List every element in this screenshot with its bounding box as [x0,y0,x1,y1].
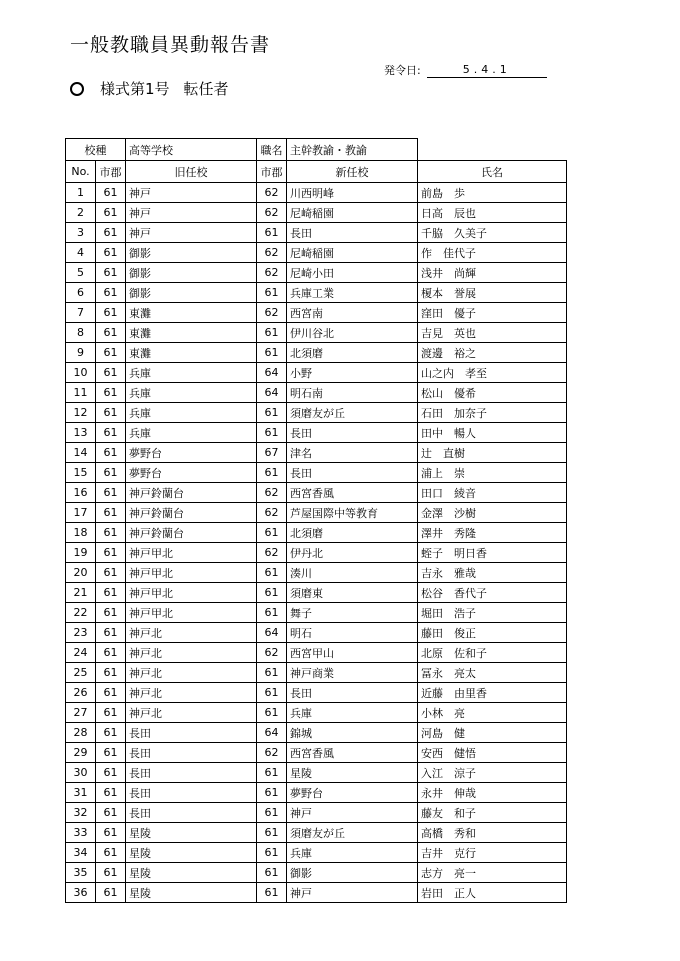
table-row [66,323,567,343]
table-row [66,863,567,883]
row-city-old: 61 [96,503,126,523]
row-no: 3 [66,223,96,243]
row-name: 藤友 和子 [418,803,567,823]
row-city-old: 61 [96,683,126,703]
row-new-school: 須磨友が丘 [287,403,418,423]
row-new-school: 兵庫 [287,703,418,723]
row-new-school: 明石南 [287,383,418,403]
row-city-new: 62 [257,243,287,263]
table-row [66,563,567,583]
row-new-school: 西宮香風 [287,743,418,763]
row-no: 32 [66,803,96,823]
row-no: 36 [66,883,96,903]
table-row [66,743,567,763]
row-new-school: 芦屋国際中等教育 [287,503,418,523]
row-name: 榎本 誉展 [418,283,567,303]
row-city-old: 61 [96,403,126,423]
row-city-old: 61 [96,423,126,443]
table-row [66,203,567,223]
row-old-school: 夢野台 [126,443,257,463]
row-no: 4 [66,243,96,263]
row-old-school: 神戸甲北 [126,563,257,583]
row-city-old: 61 [96,783,126,803]
table-row [66,663,567,683]
row-city-new: 61 [257,223,287,243]
row-name: 小林 亮 [418,703,567,723]
row-no: 18 [66,523,96,543]
row-no: 9 [66,343,96,363]
row-new-school: 神戸商業 [287,663,418,683]
row-city-new: 64 [257,723,287,743]
row-old-school: 兵庫 [126,423,257,443]
row-city-new: 61 [257,783,287,803]
row-city-old: 61 [96,863,126,883]
row-no: 12 [66,403,96,423]
row-name: 入江 涼子 [418,763,567,783]
row-name: 藤田 俊正 [418,623,567,643]
row-name: 日高 辰也 [418,203,567,223]
row-old-school: 東灘 [126,323,257,343]
row-old-school: 兵庫 [126,383,257,403]
row-city-new: 61 [257,703,287,723]
row-city-old: 61 [96,383,126,403]
row-old-school: 兵庫 [126,363,257,383]
row-no: 10 [66,363,96,383]
school-type-value: 高等学校 [126,139,257,161]
row-city-new: 61 [257,603,287,623]
col-no: No. [66,161,96,183]
row-new-school: 錦城 [287,723,418,743]
row-city-new: 61 [257,523,287,543]
row-city-new: 61 [257,323,287,343]
row-new-school: 西宮香風 [287,483,418,503]
row-old-school: 東灘 [126,303,257,323]
column-header-row [66,161,567,183]
row-old-school: 神戸北 [126,663,257,683]
position-label: 職名 [257,139,287,161]
row-city-new: 61 [257,663,287,683]
row-city-old: 61 [96,263,126,283]
table-row [66,703,567,723]
table-row [66,643,567,663]
row-city-new: 61 [257,803,287,823]
row-old-school: 長田 [126,763,257,783]
row-city-new: 61 [257,763,287,783]
row-name: 渡邊 裕之 [418,343,567,363]
row-city-new: 62 [257,203,287,223]
row-name: 窪田 優子 [418,303,567,323]
table-row [66,183,567,203]
row-city-old: 61 [96,483,126,503]
row-new-school: 須磨東 [287,583,418,603]
row-city-old: 61 [96,523,126,543]
row-no: 2 [66,203,96,223]
row-no: 5 [66,263,96,283]
table-row [66,363,567,383]
row-city-new: 62 [257,503,287,523]
table-row [66,403,567,423]
row-city-old: 61 [96,463,126,483]
row-new-school: 湊川 [287,563,418,583]
row-new-school: 兵庫工業 [287,283,418,303]
row-name: 安西 健悟 [418,743,567,763]
row-no: 35 [66,863,96,883]
row-new-school: 西宮南 [287,303,418,323]
row-city-new: 62 [257,263,287,283]
row-no: 8 [66,323,96,343]
form-number: 様式第1号 [100,80,170,98]
table-row [66,783,567,803]
row-city-old: 61 [96,543,126,563]
row-no: 29 [66,743,96,763]
row-no: 26 [66,683,96,703]
row-city-new: 61 [257,883,287,903]
row-city-new: 61 [257,583,287,603]
table-row [66,763,567,783]
row-city-new: 61 [257,843,287,863]
row-no: 15 [66,463,96,483]
row-name: 金澤 沙樹 [418,503,567,523]
row-city-old: 61 [96,583,126,603]
table-row [66,883,567,903]
row-city-old: 61 [96,203,126,223]
row-name: 堀田 浩子 [418,603,567,623]
row-old-school: 夢野台 [126,463,257,483]
row-city-old: 61 [96,303,126,323]
row-old-school: 東灘 [126,343,257,363]
row-new-school: 須磨友が丘 [287,823,418,843]
row-old-school: 神戸北 [126,623,257,643]
row-city-new: 62 [257,483,287,503]
row-name: 澤井 秀隆 [418,523,567,543]
row-name: 前島 歩 [418,183,567,203]
table-row [66,463,567,483]
row-city-old: 61 [96,283,126,303]
row-city-new: 62 [257,183,287,203]
row-city-new: 64 [257,383,287,403]
row-old-school: 神戸 [126,183,257,203]
row-city-new: 61 [257,863,287,883]
row-old-school: 神戸甲北 [126,603,257,623]
row-name: 松山 優希 [418,383,567,403]
table-row [66,283,567,303]
document-title: 一般教職員異動報告書 [70,34,271,56]
row-city-new: 61 [257,683,287,703]
row-city-old: 61 [96,363,126,383]
table-row [66,823,567,843]
row-no: 21 [66,583,96,603]
row-name: 作 佳代子 [418,243,567,263]
row-new-school: 神戸 [287,803,418,823]
table-row [66,503,567,523]
row-name: 吉井 克行 [418,843,567,863]
row-name: 北原 佐和子 [418,643,567,663]
row-new-school: 舞子 [287,603,418,623]
row-city-old: 61 [96,183,126,203]
row-no: 30 [66,763,96,783]
row-city-new: 62 [257,303,287,323]
table-row [66,523,567,543]
row-no: 33 [66,823,96,843]
row-no: 23 [66,623,96,643]
category-row [66,139,567,161]
row-old-school: 神戸北 [126,683,257,703]
row-no: 1 [66,183,96,203]
row-city-old: 61 [96,803,126,823]
row-no: 7 [66,303,96,323]
row-no: 20 [66,563,96,583]
row-new-school: 星陵 [287,763,418,783]
issue-date-label: 発令日: [384,64,421,77]
row-city-old: 61 [96,763,126,783]
row-city-new: 61 [257,343,287,363]
row-city-old: 61 [96,323,126,343]
row-name: 石田 加奈子 [418,403,567,423]
row-new-school: 夢野台 [287,783,418,803]
row-name: 近藤 由里香 [418,683,567,703]
row-city-old: 61 [96,343,126,363]
table-row [66,683,567,703]
position-value: 主幹教諭・教諭 [287,139,418,161]
row-name: 永井 伸哉 [418,783,567,803]
row-name: 蛭子 明日香 [418,543,567,563]
row-old-school: 御影 [126,283,257,303]
form-subtitle: 転任者 [183,80,229,98]
row-no: 31 [66,783,96,803]
row-name: 田口 綾音 [418,483,567,503]
row-name: 吉永 雅哉 [418,563,567,583]
col-old-school: 旧任校 [126,161,257,183]
row-city-old: 61 [96,843,126,863]
row-name: 浦上 崇 [418,463,567,483]
row-old-school: 神戸 [126,203,257,223]
row-city-new: 61 [257,423,287,443]
blank-cell [418,139,567,161]
row-old-school: 神戸鈴蘭台 [126,483,257,503]
row-name: 志方 亮一 [418,863,567,883]
row-city-new: 61 [257,403,287,423]
row-new-school: 長田 [287,423,418,443]
row-new-school: 尼崎小田 [287,263,418,283]
row-new-school: 伊川谷北 [287,323,418,343]
row-city-old: 61 [96,443,126,463]
row-new-school: 小野 [287,363,418,383]
row-new-school: 明石 [287,623,418,643]
row-old-school: 星陵 [126,823,257,843]
col-new-school: 新任校 [287,161,418,183]
row-new-school: 兵庫 [287,843,418,863]
row-city-old: 61 [96,743,126,763]
row-city-old: 61 [96,823,126,843]
row-new-school: 長田 [287,463,418,483]
table-row [66,263,567,283]
row-no: 25 [66,663,96,683]
row-new-school: 長田 [287,683,418,703]
row-name: 山之内 孝至 [418,363,567,383]
row-old-school: 御影 [126,263,257,283]
row-old-school: 星陵 [126,863,257,883]
row-old-school: 神戸北 [126,643,257,663]
table-row [66,843,567,863]
row-old-school: 神戸甲北 [126,583,257,603]
row-old-school: 神戸鈴蘭台 [126,523,257,543]
table-row [66,243,567,263]
table-row [66,443,567,463]
row-city-old: 61 [96,723,126,743]
issue-date [384,62,547,78]
row-new-school: 北須磨 [287,343,418,363]
col-city-old: 市郡 [96,161,126,183]
row-city-new: 61 [257,283,287,303]
row-name: 千脇 久美子 [418,223,567,243]
row-new-school: 神戸 [287,883,418,903]
row-city-new: 64 [257,623,287,643]
row-city-old: 61 [96,223,126,243]
row-city-new: 61 [257,823,287,843]
row-no: 14 [66,443,96,463]
row-name: 田中 暢人 [418,423,567,443]
col-name: 氏名 [418,161,567,183]
row-city-old: 61 [96,603,126,623]
table-row [66,543,567,563]
row-new-school: 川西明峰 [287,183,418,203]
row-city-old: 61 [96,563,126,583]
row-new-school: 北須磨 [287,523,418,543]
row-no: 11 [66,383,96,403]
table-row [66,723,567,743]
transfer-table [65,138,567,903]
school-type-label: 校種 [66,139,126,161]
table-row [66,483,567,503]
row-city-old: 61 [96,643,126,663]
row-new-school: 尼崎稲園 [287,203,418,223]
row-old-school: 御影 [126,243,257,263]
row-new-school: 津名 [287,443,418,463]
col-city-new: 市郡 [257,161,287,183]
row-city-new: 62 [257,543,287,563]
row-no: 24 [66,643,96,663]
row-city-new: 61 [257,463,287,483]
row-city-old: 61 [96,703,126,723]
row-no: 28 [66,723,96,743]
row-city-new: 64 [257,363,287,383]
row-new-school: 西宮甲山 [287,643,418,663]
table-row [66,423,567,443]
table-row [66,623,567,643]
table-row [66,583,567,603]
row-old-school: 神戸甲北 [126,543,257,563]
row-new-school: 長田 [287,223,418,243]
row-no: 6 [66,283,96,303]
row-old-school: 星陵 [126,883,257,903]
row-old-school: 長田 [126,723,257,743]
form-heading [70,78,229,99]
circle-icon [70,82,84,96]
row-name: 高橋 秀和 [418,823,567,843]
row-city-new: 62 [257,743,287,763]
row-city-old: 61 [96,243,126,263]
row-old-school: 神戸 [126,223,257,243]
row-old-school: 神戸北 [126,703,257,723]
row-no: 34 [66,843,96,863]
row-city-old: 61 [96,663,126,683]
table-row [66,383,567,403]
row-name: 辻 直樹 [418,443,567,463]
row-name: 松谷 香代子 [418,583,567,603]
row-no: 22 [66,603,96,623]
row-old-school: 長田 [126,803,257,823]
row-city-new: 67 [257,443,287,463]
table-row [66,303,567,323]
row-name: 吉見 英也 [418,323,567,343]
row-city-new: 62 [257,643,287,663]
row-no: 19 [66,543,96,563]
row-new-school: 尼崎稲園 [287,243,418,263]
row-city-old: 61 [96,623,126,643]
row-city-new: 61 [257,563,287,583]
row-new-school: 伊丹北 [287,543,418,563]
row-old-school: 神戸鈴蘭台 [126,503,257,523]
table-row [66,223,567,243]
issue-date-value: 5.4.1 [427,63,547,78]
row-no: 13 [66,423,96,443]
row-no: 16 [66,483,96,503]
row-new-school: 御影 [287,863,418,883]
row-old-school: 長田 [126,743,257,763]
row-name: 浅井 尚輝 [418,263,567,283]
row-old-school: 星陵 [126,843,257,863]
table-row [66,343,567,363]
row-no: 17 [66,503,96,523]
row-name: 河島 健 [418,723,567,743]
table-row [66,803,567,823]
row-city-old: 61 [96,883,126,903]
row-old-school: 兵庫 [126,403,257,423]
row-name: 岩田 正人 [418,883,567,903]
table-row [66,603,567,623]
row-old-school: 長田 [126,783,257,803]
row-no: 27 [66,703,96,723]
row-name: 冨永 亮太 [418,663,567,683]
